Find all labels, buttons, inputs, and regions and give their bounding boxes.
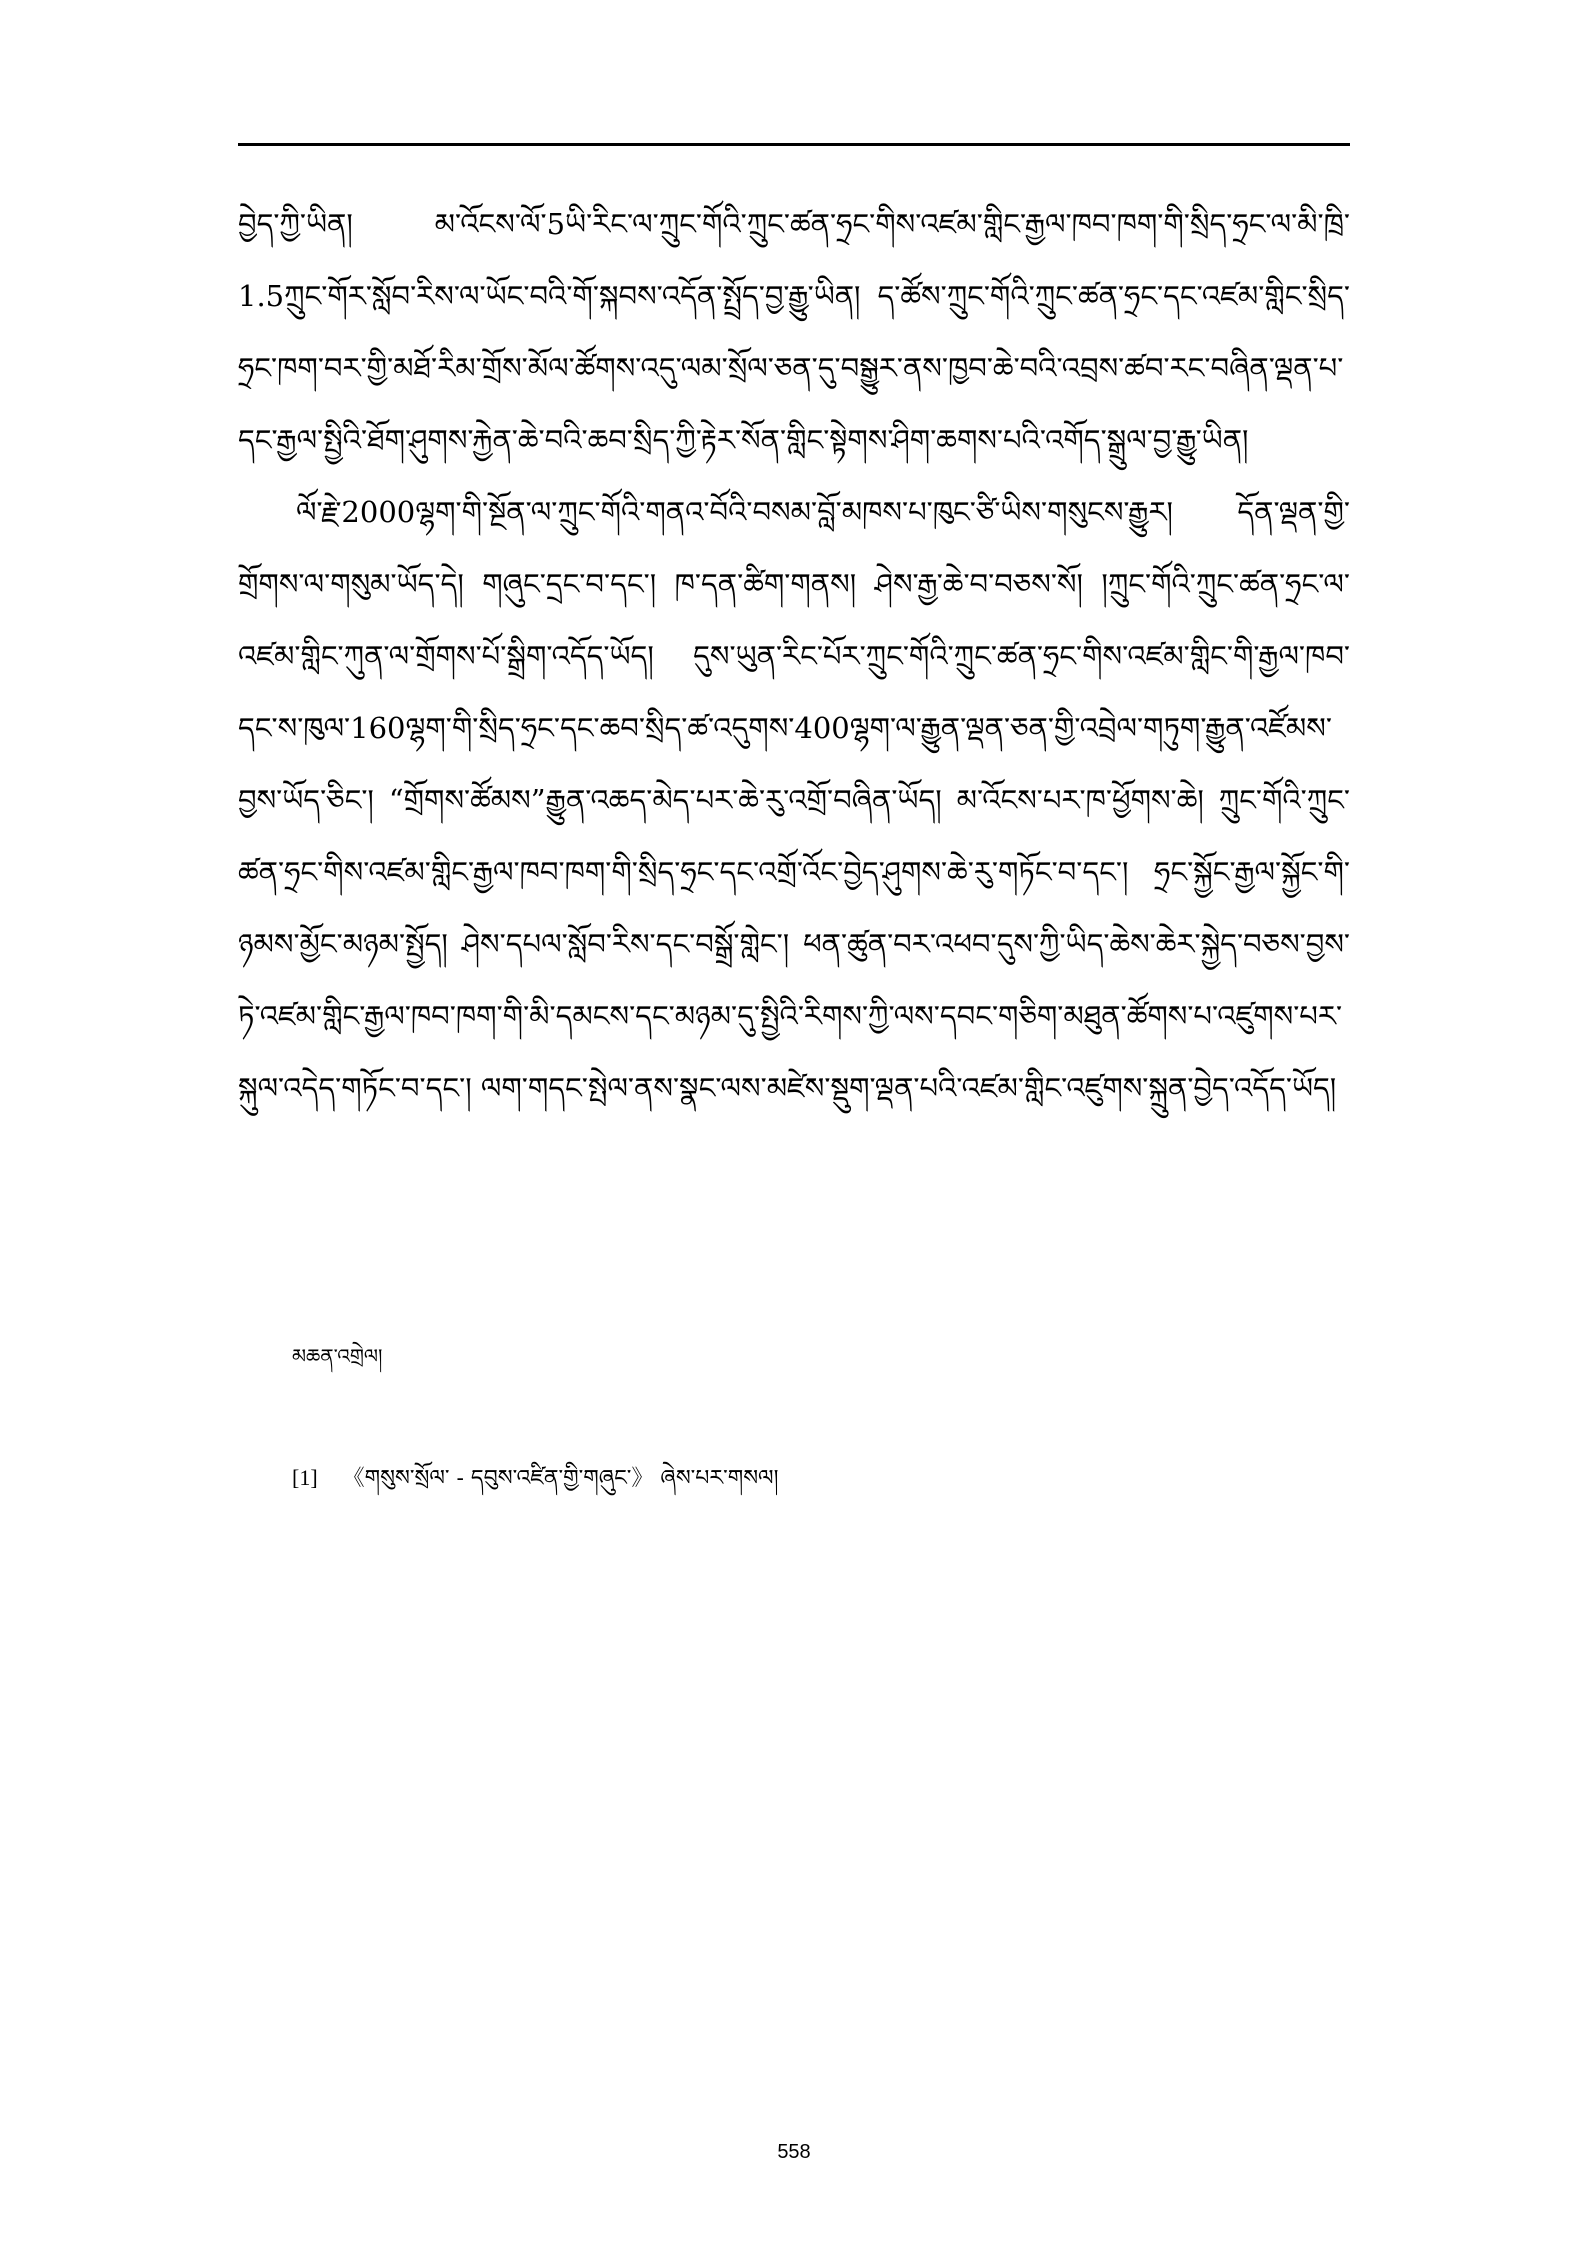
reference-number: [1] [292, 1465, 318, 1490]
references-heading: མཆན་འགྲེལ། [292, 1344, 383, 1368]
body-text [238, 188, 1350, 1124]
paragraph-1: བྱེད་ཀྱི་ཡིན། མ་འོངས་ལོ་5ཡི་རིང་ལ་ཀྲུང་གོའི་ཀྲུང་ཚན་ཧྲང་གིས་འཛམ་གླིང་རྒྱལ་ཁབ་ཁག་གི་སྲིད་ཧྲང་ལ་མི་ཁྲི་1.5ཀྲུང་གོར་སློབ་རིས་ལ་ཡོང་བའི་གོ་སྐབས་འདོན་སྤྲོད་བྱ་རྒྱུ་ཡིན། ད་ཚོས་ཀྲུང་གོའི་ཀྲུང་ཚན་ཧྲང་དང་འཛམ་གླིང་སྲིད་ཧྲང་ཁག་བར་གྱི་མཐོ་རིམ་གྲོས་མོལ་ཚོགས་འདུ་ལམ་སྲོལ་ཅན་དུ་བསྒྱུར་ནས་ཁྱབ་ཆེ་བའི་འབྲས་ཚབ་རང་བཞིན་ལྡན་པ་དང་རྒྱལ་སྤྱིའི་ཐོག་ཤུགས་རྐྱེན་ཆེ་བའི་ཆབ་སྲིད་ཀྱི་རྟེར་སོན་གླིང་སྟེགས་ཤིག་ཆགས་པའི་འགོད་སྒྲུལ་བྱ་རྒྱུ་ཡིན། [238, 207, 1350, 457]
paragraph-2: ལོ་རྗེ་2000ལྷག་གི་སྔོན་ལ་ཀྲུང་གོའི་གནའ་བོའི་བསམ་བློ་མཁས་པ་ཁུང་ཙི་ཡིས་གསུངས་རྒྱུར། དོན་ལྡན་གྱི་གྲོགས་ལ་གསུམ་ཡོད་དེ། གཞུང་དྲང་བ་དང་། ཁ་དན་ཚིག་གནས། ཤེས་རྒྱ་ཆེ་བ་བཅས་སོ། །ཀྲུང་གོའི་ཀྲུང་ཚན་ཧྲང་ལ་འཛམ་གླིང་ཀུན་ལ་གྲོགས་པོ་སྒྲིག་འདོད་ཡོད། དུས་ཡུན་རིང་པོར་ཀྲུང་གོའི་ཀྲུང་ཚན་ཧྲང་གིས་འཛམ་གླིང་གི་རྒྱལ་ཁབ་དང་ས་ཁུལ་160ལྷག་གི་སྲིད་ཧྲང་དང་ཆབ་སྲིད་ཚ་འདུགས་400ལྷག་ལ་རྒྱུན་ལྡན་ཅན་གྱི་འབྲེལ་གཏུག་རྒྱུན་འཛོམས་བྱས་ཡོད་ཅིང་། “གྲོགས་ཚོམས”རྒྱུན་འཆད་མེད་པར་ཆེ་རུ་འགྲོ་བཞིན་ཡོད། མ་འོངས་པར་ཁ་ཕྱོགས་ཆེ། ཀྲུང་གོའི་ཀྲུང་ཚན་ཧྲང་གིས་འཛམ་གླིང་རྒྱལ་ཁབ་ཁག་གི་སྲིད་ཧྲང་དང་འགྲོ་འོང་བྱེད་ཤུགས་ཆེ་རུ་གཏོང་བ་དང་། ཧྲང་སྐྱོང་རྒྱལ་སྐྱོང་གི་ཉམས་མྱོང་མཉམ་སྤྱོད། ཤེས་དཔལ་སློབ་རིས་དང་བསྒྲོ་གླེང་། ཕན་ཚུན་བར་འཕབ་དུས་ཀྱི་ཡིད་ཆེས་ཆེར་སྐྱེད་བཅས་བྱས་ཏེ་འཛམ་གླིང་རྒྱལ་ཁབ་ཁག་གི་མི་དམངས་དང་མཉམ་དུ་སྤྱིའི་རིགས་ཀྱི་ལས་དབང་གཅིག་མཐུན་ཚོགས་པ་འཛུགས་པར་སྐུལ་འདེད་གཏོང་བ་དང་། ལག་གདང་སྤེལ་ནས་སྣང་ལས་མཛེས་སྡུག་ལྡན་པའི་འཛམ་གླིང་འཛུགས་སྐྲུན་བྱེད་འདོད་ཡོད། [238, 495, 1350, 1105]
header-rule [238, 143, 1350, 146]
page-number: 558 [777, 2141, 811, 2163]
reference-item [292, 1458, 1292, 1499]
reference-text: 《གསུས་སྲོལ་ - དབུས་འཛིན་གྱི་གཞུང་》 ཞེས་པར་གསལ། [342, 1466, 779, 1491]
